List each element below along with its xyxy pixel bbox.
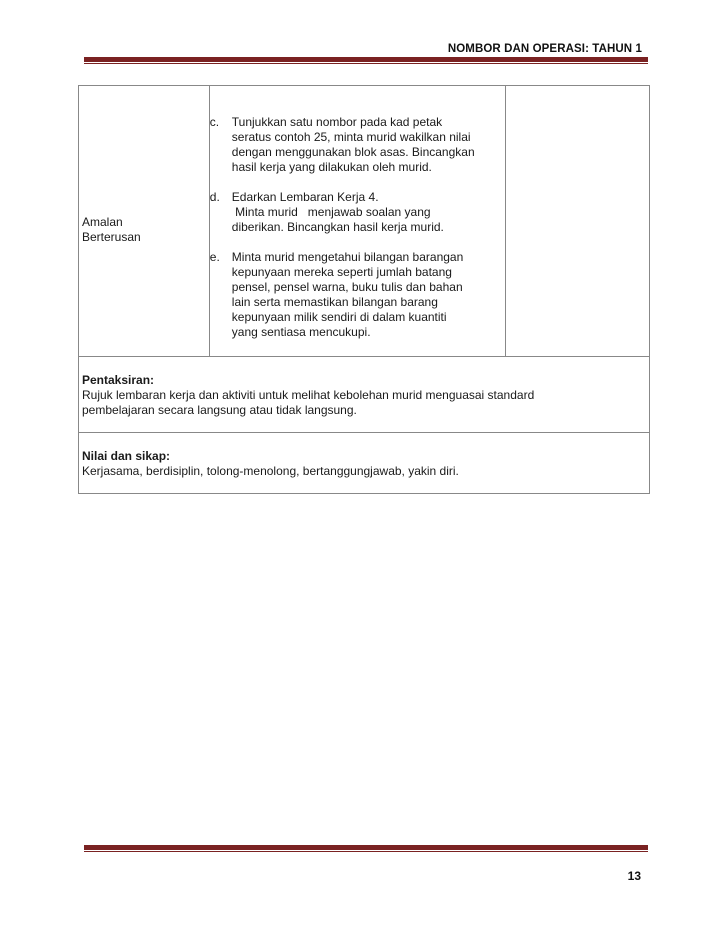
activity-line: Edarkan Lembaran Kerja 4. bbox=[231, 190, 379, 204]
activity-text bbox=[232, 250, 501, 340]
activity-list bbox=[210, 86, 505, 350]
header-divider bbox=[84, 57, 648, 62]
values-cell bbox=[79, 433, 650, 494]
stage-label-cell bbox=[79, 86, 210, 357]
assessment-heading: Pentaksiran: bbox=[82, 373, 155, 387]
activity-line: lain serta memastikan bilangan barang bbox=[231, 295, 438, 309]
activity-line: hasil kerja yang dilakukan oleh murid. bbox=[231, 160, 432, 174]
activity-line: kepunyaan milik sendiri di dalam kuantiti bbox=[231, 310, 447, 324]
activity-letter: e. bbox=[209, 250, 220, 264]
stage-label-line2: Berterusan bbox=[82, 230, 141, 244]
footer-divider bbox=[84, 845, 648, 850]
activity-line: Tunjukkan satu nombor pada kad petak bbox=[231, 115, 443, 129]
activity-line: yang sentiasa mencukupi. bbox=[231, 325, 371, 339]
activity-cell bbox=[209, 86, 505, 357]
activity-line: diberikan. Bincangkan hasil kerja murid. bbox=[231, 220, 444, 234]
values-row bbox=[79, 433, 650, 494]
activity-letter: d. bbox=[209, 190, 220, 204]
assessment-row bbox=[79, 357, 650, 433]
activity-line: seratus contoh 25, minta murid wakilkan nilai bbox=[231, 130, 471, 144]
stage-label-line1: Amalan bbox=[82, 215, 123, 229]
activity-item-e bbox=[210, 250, 501, 340]
lesson-plan-table bbox=[78, 85, 650, 494]
page-header-title: NOMBOR DAN OPERASI: TAHUN 1 bbox=[447, 43, 642, 55]
values-text: Kerjasama, berdisiplin, tolong-menolong, bertanggungjawab, yakin diri. bbox=[82, 464, 459, 478]
assessment-text-line2: pembelajaran secara langsung atau tidak langsung. bbox=[82, 403, 357, 417]
activity-item-d bbox=[210, 190, 501, 235]
activity-line: pensel, pensel warna, buku tulis dan bahan bbox=[231, 280, 463, 294]
activity-row bbox=[79, 86, 650, 357]
activity-text bbox=[232, 190, 501, 235]
activity-line: Minta murid mengetahui bilangan barangan bbox=[231, 250, 464, 264]
activity-letter: c. bbox=[209, 115, 220, 129]
notes-cell bbox=[505, 86, 649, 357]
values-heading: Nilai dan sikap: bbox=[82, 449, 171, 463]
assessment-cell bbox=[79, 357, 650, 433]
activity-line: kepunyaan mereka seperti jumlah batang bbox=[231, 265, 452, 279]
activity-line: dengan menggunakan blok asas. Bincangkan bbox=[231, 145, 475, 159]
assessment-text-line1: Rujuk lembaran kerja dan aktiviti untuk melihat kebolehan murid menguasai standard bbox=[82, 388, 535, 402]
activity-item-c bbox=[210, 115, 501, 175]
page-number: 13 bbox=[627, 869, 641, 883]
activity-text bbox=[232, 115, 501, 175]
activity-line: Minta murid menjawab soalan yang bbox=[231, 205, 431, 219]
